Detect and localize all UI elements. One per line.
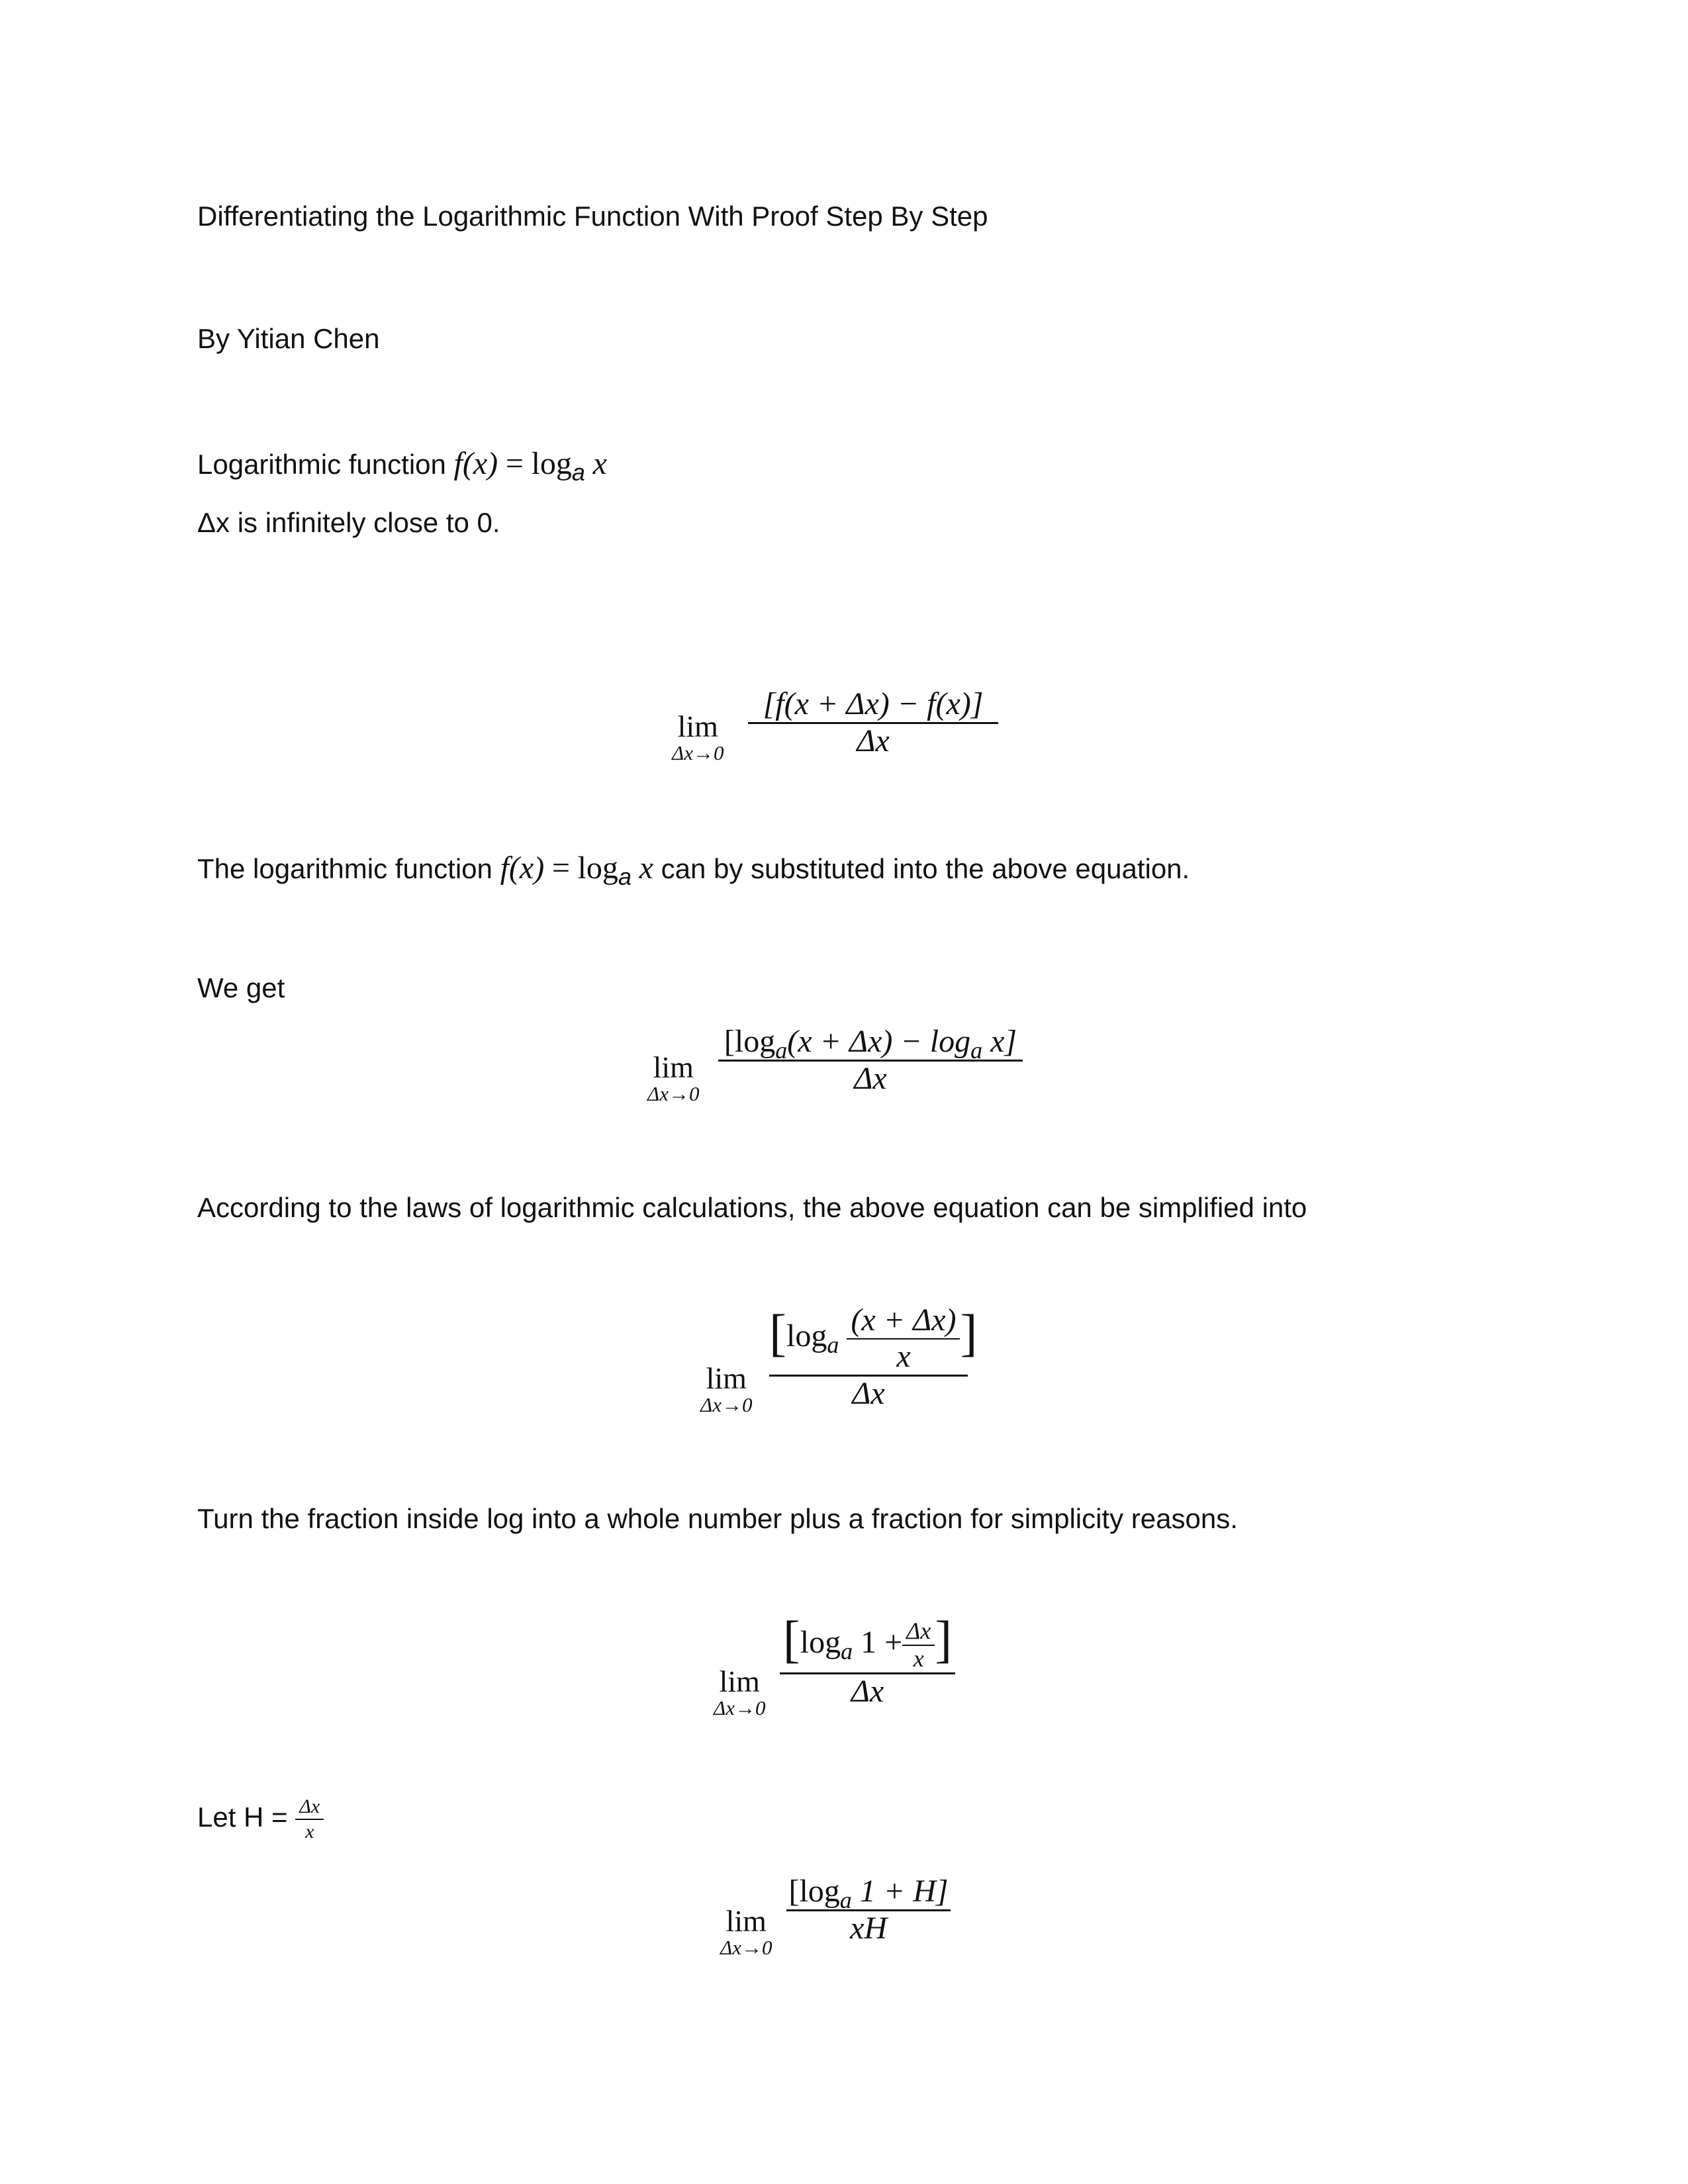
numerator <box>718 1024 1023 1064</box>
lim-word: lim <box>719 1664 760 1698</box>
let-h-numerator: Δx <box>295 1795 324 1820</box>
substitution-line <box>197 849 1190 890</box>
fraction <box>718 1024 1023 1097</box>
lim-word: lim <box>677 709 718 743</box>
intro-log: log <box>531 446 572 481</box>
denominator: xH <box>850 1910 887 1946</box>
num-base: a <box>775 1037 788 1064</box>
inner-numerator: (x + Δx) <box>847 1303 960 1340</box>
num-log: log <box>800 1625 841 1660</box>
delta-note: Δx is infinitely close to 0. <box>197 507 500 538</box>
denominator: Δx <box>857 723 890 758</box>
left-bracket: [ <box>782 1610 800 1668</box>
let-h-fraction <box>295 1795 324 1844</box>
right-bracket: ] <box>935 1610 953 1668</box>
inner-denominator: x <box>913 1645 924 1672</box>
num-base2: a <box>970 1037 983 1064</box>
substitution-before: The logarithmic function <box>197 853 492 884</box>
lim-subscript: Δx→0 <box>720 1936 773 1959</box>
substitution-base: a <box>618 863 632 890</box>
num-end: x] <box>982 1024 1017 1059</box>
substitution-equals: = <box>551 850 570 886</box>
intro-label: Logarithmic function <box>197 449 446 480</box>
inner-fraction <box>847 1303 960 1375</box>
left-bracket: [ <box>769 1304 786 1361</box>
num-open: [log <box>724 1024 776 1059</box>
lim-word: lim <box>706 1361 747 1395</box>
intro-base: a <box>571 459 585 486</box>
num-base: a <box>841 1638 853 1664</box>
limit-operator <box>714 1666 765 1719</box>
numerator <box>769 1300 978 1375</box>
limit-operator <box>700 1363 752 1416</box>
inner-denominator: x <box>896 1338 911 1374</box>
limit-operator <box>672 711 724 764</box>
lim-subscript: Δx→0 <box>714 1696 766 1719</box>
denominator: Δx <box>852 1375 885 1411</box>
denominator: Δx <box>851 1673 884 1709</box>
num-mid: (x + Δx) − log <box>787 1024 971 1059</box>
fraction <box>769 1300 978 1412</box>
substitution-arg: x <box>639 850 653 886</box>
intro-lhs: f(x) <box>453 446 498 481</box>
lim-subscript: Δx→0 <box>647 1082 700 1105</box>
num-base: a <box>827 1332 839 1358</box>
inner-fraction <box>902 1618 935 1672</box>
intro-arg: x <box>592 446 607 481</box>
let-h-label: Let H = <box>197 1801 288 1833</box>
num-log: log <box>786 1318 827 1353</box>
lim-subscript: Δx→0 <box>700 1393 753 1416</box>
intro-line <box>197 445 607 486</box>
lim-subscript: Δx→0 <box>672 741 724 764</box>
numerator <box>780 1607 955 1672</box>
document-title: Differentiating the Logarithmic Function With Proof Step By Step <box>197 201 988 232</box>
substitution-after: can by substituted into the above equation. <box>661 853 1190 884</box>
fraction <box>748 687 998 759</box>
let-h-line <box>197 1795 324 1844</box>
inner-numerator: Δx <box>902 1618 935 1646</box>
num-open: [log <box>788 1874 840 1909</box>
limit-operator <box>647 1052 699 1105</box>
fraction <box>786 1874 951 1946</box>
intro-equals: = <box>505 446 524 481</box>
fraction <box>780 1607 955 1709</box>
limit-operator <box>720 1906 772 1959</box>
lim-word: lim <box>653 1050 694 1084</box>
num-rest: 1 + H] <box>859 1874 949 1909</box>
lim-word: lim <box>726 1904 767 1938</box>
num-base: a <box>839 1887 852 1913</box>
substitution-formula: f(x) <box>500 850 545 886</box>
denominator: Δx <box>854 1060 887 1096</box>
let-h-denominator: x <box>305 1821 314 1843</box>
numerator <box>786 1874 951 1913</box>
author-line: By Yitian Chen <box>197 323 380 354</box>
simplify-text: According to the laws of logarithmic calculations, the above equation can be simplified into <box>197 1192 1307 1223</box>
num-one-plus: 1 + <box>861 1625 903 1660</box>
whole-number-text: Turn the fraction inside log into a whole number plus a fraction for simplicity reasons. <box>197 1503 1238 1534</box>
we-get: We get <box>197 972 285 1003</box>
right-bracket: ] <box>960 1304 978 1361</box>
substitution-log: log <box>577 850 618 886</box>
numerator: [f(x + Δx) − f(x)] <box>763 686 984 721</box>
